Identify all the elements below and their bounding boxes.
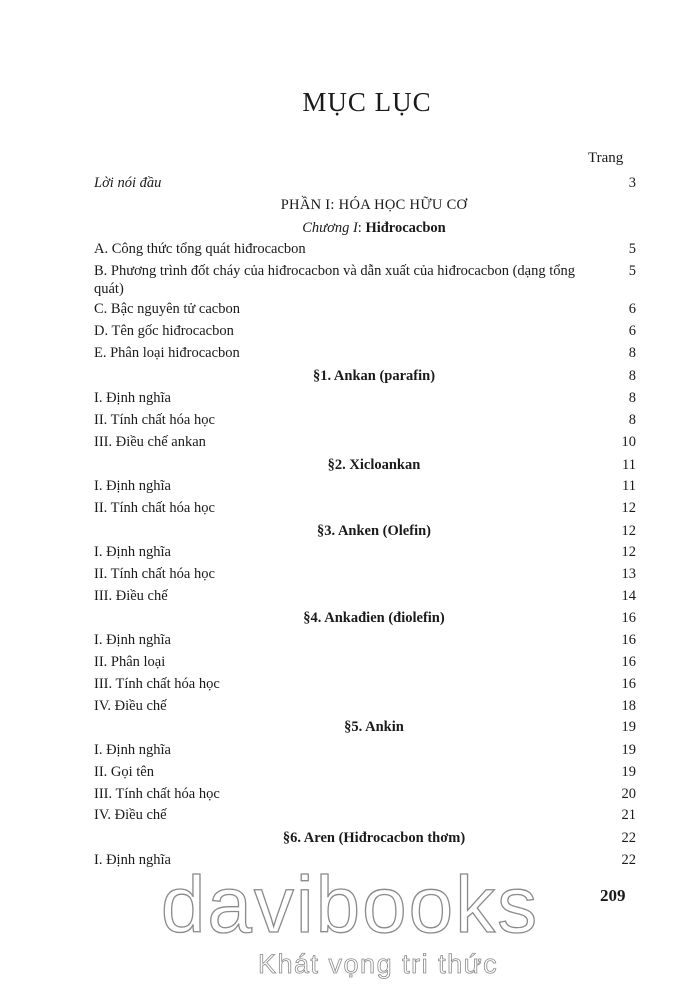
- toc-entry-page: 12: [621, 500, 636, 516]
- toc-entry-label: §2. Xicloankan: [327, 457, 421, 473]
- toc-entry: [94, 631, 636, 649]
- toc-entry-label: II. Phân loại: [94, 654, 166, 670]
- toc-entry-page: 11: [622, 478, 636, 494]
- toc-entry-label: D. Tên gốc hiđrocacbon: [94, 323, 234, 339]
- toc-entry-page: 11: [622, 457, 636, 473]
- toc-entry: [94, 262, 636, 298]
- toc-entry: [94, 675, 636, 693]
- toc-entry-page: 16: [621, 676, 636, 692]
- watermark-logo: davibooks: [160, 860, 540, 949]
- toc-section: [94, 522, 636, 540]
- toc-entry-label: E. Phân loại hiđrocacbon: [94, 345, 240, 361]
- toc-entry-label: I. Định nghĩa: [94, 478, 171, 494]
- toc-entry-label: II. Tính chất hóa học: [94, 500, 215, 516]
- chapter-prefix: Chương I: [302, 220, 358, 236]
- toc-entry-page: 6: [628, 301, 636, 317]
- toc-entry-label: III. Điều chế: [94, 588, 168, 604]
- toc-entry-label: C. Bậc nguyên tử cacbon: [94, 301, 240, 317]
- toc-entry-label: Lời nói đầu: [94, 175, 162, 191]
- toc-entry: [94, 174, 636, 192]
- toc-entry-label: III. Điều chế ankan: [94, 434, 206, 450]
- toc-entry-page: 13: [621, 566, 636, 582]
- toc-entry-label: III. Tính chất hóa học: [94, 786, 220, 802]
- toc-entry: [94, 300, 636, 318]
- toc-entry-label: I. Định nghĩa: [94, 742, 171, 758]
- toc-entry: [94, 196, 636, 214]
- toc-entry-page: 20: [621, 786, 636, 802]
- toc-entry-label: I. Định nghĩa: [94, 544, 171, 560]
- toc-entry: [94, 587, 636, 605]
- toc-entry: [94, 653, 636, 671]
- toc-entry-page: 16: [621, 610, 636, 626]
- toc-entry-label: IV. Điều chế: [94, 698, 167, 714]
- toc-entry: [94, 477, 636, 495]
- toc-entry: [94, 499, 636, 517]
- toc-entry: [94, 240, 636, 258]
- toc-section: [94, 609, 636, 627]
- toc-entry-page: 21: [621, 807, 636, 823]
- toc-entry: [94, 411, 636, 429]
- toc-entry-label: §5. Ankin: [344, 719, 404, 735]
- toc-entry-page: 8: [628, 390, 636, 406]
- toc-entry-page: 19: [621, 719, 636, 735]
- toc-entry-page: 18: [621, 698, 636, 714]
- toc-entry-label: A. Công thức tổng quát hiđrocacbon: [94, 241, 306, 257]
- column-header-page: Trang: [588, 150, 624, 166]
- toc-entry: [94, 806, 636, 824]
- toc-entry-label: §3. Anken (Olefin): [317, 523, 431, 539]
- toc-entry-page: 14: [621, 588, 636, 604]
- toc-entry-page: 8: [628, 368, 636, 384]
- toc-entry: [94, 433, 636, 451]
- page-title: MỤC LỤC: [302, 87, 432, 117]
- toc-entry: [94, 565, 636, 583]
- toc-entry: [94, 389, 636, 407]
- toc-entry-page: 19: [621, 764, 636, 780]
- toc-entry-page: 10: [621, 434, 636, 450]
- toc-section: [94, 367, 636, 385]
- toc-entry-label: I. Định nghĩa: [94, 390, 171, 406]
- toc-entry-label: II. Gọi tên: [94, 764, 154, 780]
- toc-entry-page: 8: [628, 412, 636, 428]
- toc-entry-page: 5: [628, 263, 636, 279]
- toc-entry: [94, 763, 636, 781]
- toc-entry-label: I. Định nghĩa: [94, 632, 171, 648]
- toc-entry-page: 19: [621, 742, 636, 758]
- toc-entry: [94, 785, 636, 803]
- toc-entry-label: [114, 219, 634, 237]
- toc-entry: [94, 344, 636, 362]
- toc-entry-label: PHẦN I: HÓA HỌC HỮU CƠ: [280, 197, 468, 213]
- toc-entry-label: II. Tính chất hóa học: [94, 566, 215, 582]
- toc-entry: [94, 322, 636, 340]
- toc-entry-page: 5: [628, 241, 636, 257]
- toc-entry: [94, 741, 636, 759]
- toc-section: [94, 829, 636, 847]
- toc-entry-page: 12: [621, 523, 636, 539]
- toc-entry-label: §6. Aren (Hiđrocacbon thơm): [282, 830, 466, 846]
- toc-entry-page: 3: [628, 175, 636, 191]
- toc-entry-label: II. Tính chất hóa học: [94, 412, 215, 428]
- chapter-title: Hiđrocacbon: [365, 220, 446, 236]
- toc-entry-label: I. Định nghĩa: [94, 852, 171, 868]
- chapter-separator: :: [357, 220, 366, 236]
- toc-entry: [94, 543, 636, 561]
- toc-entry: [94, 219, 636, 237]
- toc-entry-page: 16: [621, 632, 636, 648]
- toc-entry-label: IV. Điều chế: [94, 807, 167, 823]
- toc-entry-label: §4. Ankađien (điolefin): [303, 610, 445, 626]
- toc-section: [94, 718, 636, 736]
- toc-entry-page: 8: [628, 345, 636, 361]
- page-number: 209: [600, 886, 626, 905]
- toc-entry-label: §1. Ankan (parafin): [312, 368, 436, 384]
- toc-entry-page: 22: [621, 852, 636, 868]
- watermark-tagline: Khát vọng tri thức: [258, 949, 499, 979]
- toc-entry-label: III. Tính chất hóa học: [94, 676, 220, 692]
- toc-entry-page: 12: [621, 544, 636, 560]
- toc-section: [94, 456, 636, 474]
- toc-entry-page: 16: [621, 654, 636, 670]
- toc-entry-page: 6: [628, 323, 636, 339]
- toc-entry-page: 22: [621, 830, 636, 846]
- toc-entry: [94, 697, 636, 715]
- toc-entry-label: B. Phương trình đốt cháy của hiđrocacbon và dẫn xuất của hiđrocacbon (dạng tổng quát): [94, 263, 575, 297]
